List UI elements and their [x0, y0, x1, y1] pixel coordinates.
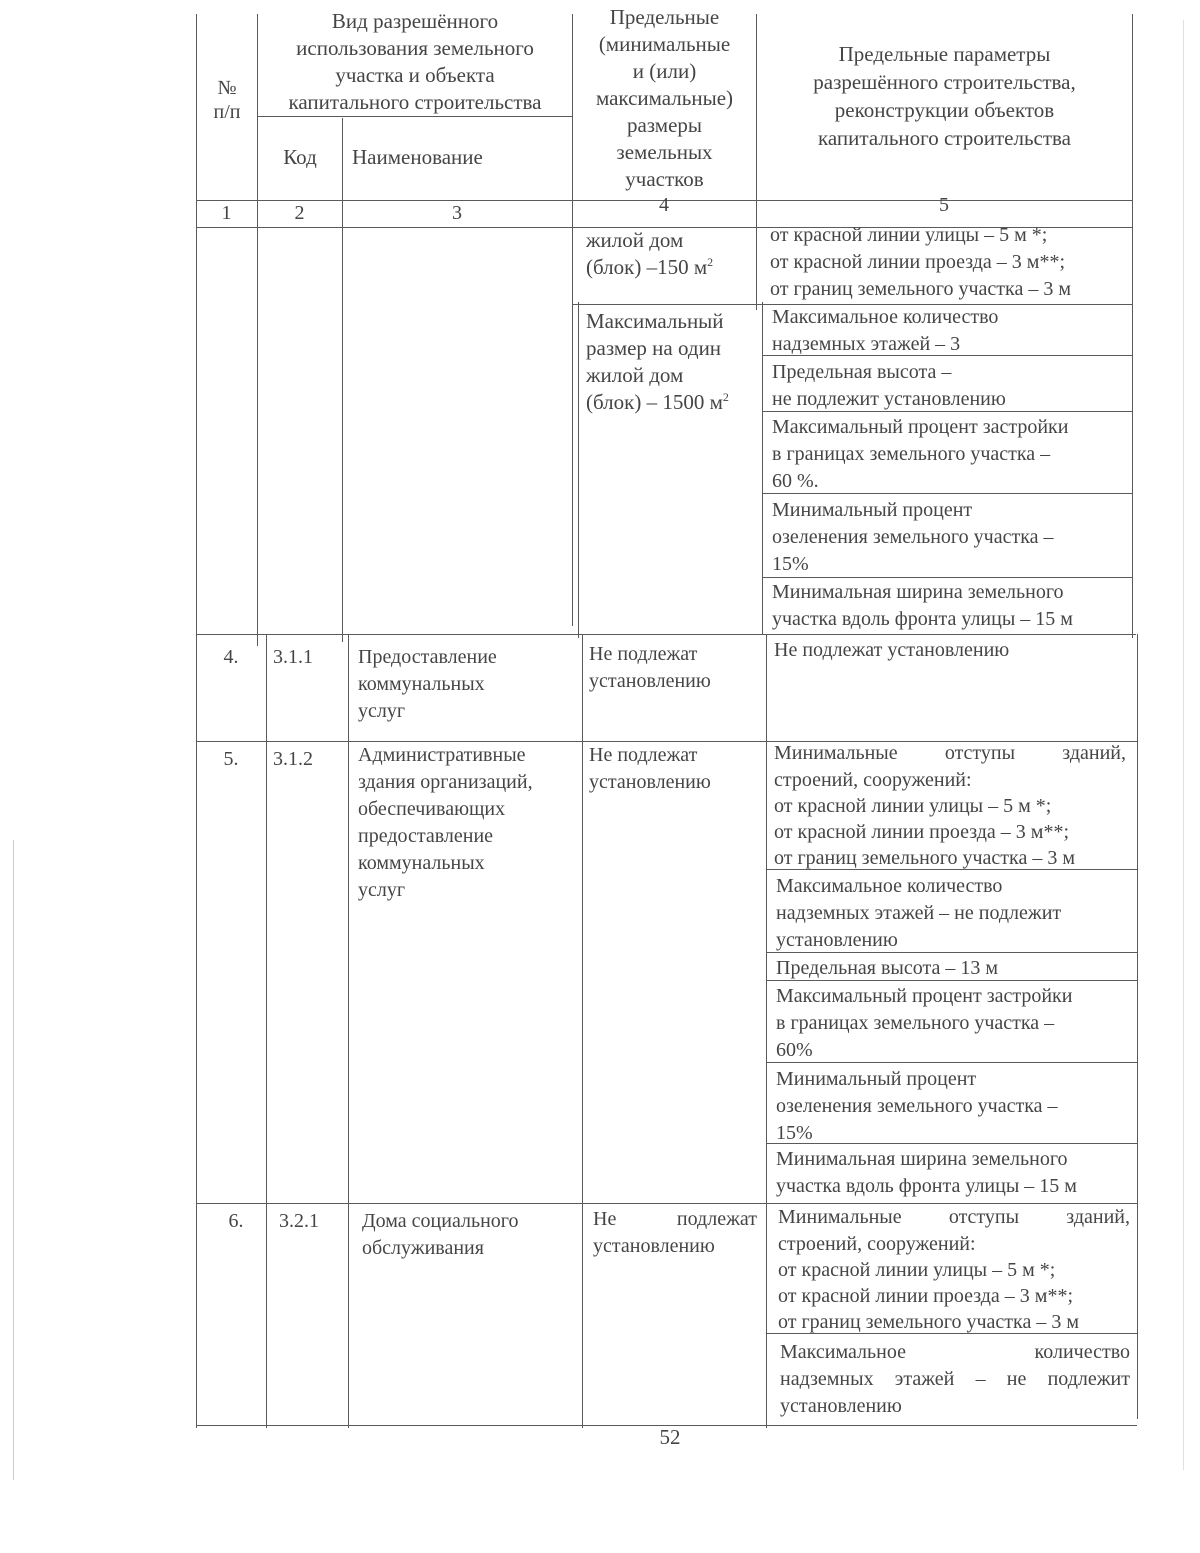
header-split-line	[257, 116, 572, 117]
cont-setback-street: от красной линии улицы – 5 м *;	[770, 224, 1048, 246]
row-6-setback-passage: от красной линии проезда – 3 м**;	[778, 1285, 1074, 1307]
row-5-coverage-3: 60%	[776, 1039, 813, 1061]
header-params: Предельные параметры разрешённого строительства, реконструкции объектов капитального строительства	[813, 42, 1076, 150]
row-6-num: 6.	[228, 1210, 244, 1232]
header-sizes: Предельные (минимальные и (или) максимальные) размеры земельных участков	[595, 5, 734, 191]
row-5-greening-1: Минимальный процент	[776, 1068, 977, 1090]
row-4-params: Не подлежат установлению	[774, 639, 1010, 661]
row-6-setback-intro-2: строений, сооружений:	[778, 1233, 976, 1255]
col-divider-3-lower	[582, 634, 583, 1428]
row-5-setback-passage: от красной линии проезда – 3 м**;	[774, 821, 1070, 843]
row-5-size-2: установлению	[589, 771, 711, 793]
row-5-height: Предельная высота – 13 м	[776, 957, 999, 979]
col-divider-4-lower	[766, 634, 767, 1428]
row-6-setback-border: от границ земельного участка – 3 м	[778, 1311, 1079, 1333]
cont-size-min-2: (блок) –150 $м^2$	[586, 255, 714, 279]
page-number: 52	[659, 1425, 681, 1449]
row-5-size-1: Не подлежат	[589, 744, 698, 766]
row-4-code: 3.1.1	[273, 646, 313, 668]
cont-greening-1: Минимальный процент	[772, 499, 973, 521]
row-6-code: 3.2.1	[279, 1210, 319, 1232]
row-5-name-5: коммунальных	[358, 852, 485, 874]
cont-width-1: Минимальная ширина земельного	[772, 581, 1064, 603]
row-5-floors-1: Максимальное количество	[776, 875, 1003, 897]
row-5-floors-2: надземных этажей – не подлежит	[776, 902, 1062, 924]
header-code: Код	[283, 145, 317, 169]
row-6-size-1: Не подлежат	[593, 1208, 757, 1230]
row-5-greening-2: озеленения земельного участка –	[776, 1095, 1058, 1117]
cont-size-max-4: (блок) – 1500 $м^2$	[586, 390, 729, 414]
row-5-param-line-5	[766, 1143, 1137, 1144]
col-divider-2	[342, 118, 343, 642]
index-cell-1: 1	[221, 202, 232, 224]
cont-width-2: участка вдоль фронта улицы – 15 м	[772, 608, 1073, 630]
row-5-setback-intro-2: строений, сооружений:	[774, 769, 972, 791]
row-5-name-6: услуг	[358, 879, 406, 901]
cont-height-2: не подлежит установлению	[772, 388, 1006, 410]
cont-floors-2: надземных этажей – 3	[772, 333, 961, 355]
cont-greening-3: 15%	[772, 553, 809, 575]
row-5-setback-border: от границ земельного участка – 3 м	[774, 847, 1075, 869]
index-cell-2: 2	[294, 202, 305, 224]
row-4-size-2: установлению	[589, 670, 711, 692]
row-5-name-1: Административные	[358, 744, 526, 766]
row-4-name-1: Предоставление	[358, 646, 497, 668]
row-5-coverage-1: Максимальный процент застройки	[776, 985, 1073, 1007]
row-5-setback-intro-1: Минимальные отступы зданий,	[774, 742, 1126, 764]
cont-setback-border: от границ земельного участка – 3 м	[770, 278, 1071, 300]
col-divider-4-mid	[762, 302, 763, 634]
cont-coverage-1: Максимальный процент застройки	[772, 416, 1069, 438]
row-5-width-2: участка вдоль фронта улицы – 15 м	[776, 1175, 1077, 1197]
row-4-size-1: Не подлежат	[589, 643, 698, 665]
row-5-floors-3: установлению	[776, 929, 898, 951]
table-border-right	[1132, 14, 1133, 638]
cont-size-max-1: Максимальный	[586, 309, 724, 333]
row-5-greening-3: 15%	[776, 1122, 813, 1144]
row-5-num: 5.	[223, 748, 239, 770]
row-4-num: 4.	[223, 646, 239, 668]
cont-size-max-2: размер на один	[586, 336, 722, 360]
cont-size-min-1: жилой дом	[586, 228, 684, 252]
index-cell-3: 3	[452, 202, 462, 224]
row-6-setback-street: от красной линии улицы – 5 м *;	[778, 1259, 1056, 1281]
row-5-name-4: предоставление	[358, 825, 494, 847]
cont-coverage-2: в границах земельного участка –	[772, 443, 1051, 465]
index-cell-5: 5	[939, 194, 949, 216]
scan-edge-left	[13, 840, 14, 1480]
col-divider-2-lower	[348, 634, 349, 1428]
row-4-top-line	[196, 634, 1136, 635]
index-cell-4: 4	[659, 194, 669, 216]
row-5-code: 3.1.2	[273, 748, 313, 770]
col-divider-3-mid	[578, 302, 579, 638]
row-5-width-1: Минимальная ширина земельного	[776, 1148, 1068, 1170]
table-border-right-lower	[1137, 634, 1138, 1419]
row-6-setback-intro-1: Минимальные отступы зданий,	[778, 1206, 1130, 1228]
row-5-param-line-4	[766, 1062, 1137, 1063]
row-4-name-3: услуг	[358, 700, 406, 722]
cont-floors-1: Максимальное количество	[772, 306, 999, 328]
row-5-name-2: здания организаций,	[358, 771, 533, 793]
cont-size-max-3: жилой дом	[586, 363, 684, 387]
header-use-type: Вид разрешённого использования земельного участка и объекта капитального строительства	[288, 9, 542, 114]
row-6-floors-2: надземных этажей – не подлежит	[780, 1368, 1130, 1390]
scan-edge-right	[1183, 20, 1184, 1470]
row-6-floors-1: Максимальное количество	[780, 1341, 1130, 1363]
row-6-name-1: Дома социального	[362, 1210, 519, 1232]
cont-greening-2: озеленения земельного участка –	[772, 526, 1054, 548]
row-5-name-3: обеспечивающих	[358, 798, 506, 820]
cont-setback-passage: от красной линии проезда – 3 м**;	[770, 251, 1066, 273]
row-5-coverage-2: в границах земельного участка –	[776, 1012, 1055, 1034]
cont-height-1: Предельная высота –	[772, 361, 952, 383]
param-line-4	[762, 577, 1132, 578]
header-name: Наименование	[352, 145, 483, 169]
row-4-name-2: коммунальных	[358, 673, 485, 695]
row-5-setback-street: от красной линии улицы – 5 м *;	[774, 795, 1052, 817]
col-divider-1-lower	[266, 634, 267, 1428]
row-6-name-2: обслуживания	[362, 1237, 484, 1259]
row-6-size-2: установлению	[593, 1235, 715, 1257]
row-6-floors-3: установлению	[780, 1395, 902, 1417]
cont-coverage-3: 60 %.	[772, 470, 819, 492]
header-num: № п/п	[213, 77, 241, 123]
